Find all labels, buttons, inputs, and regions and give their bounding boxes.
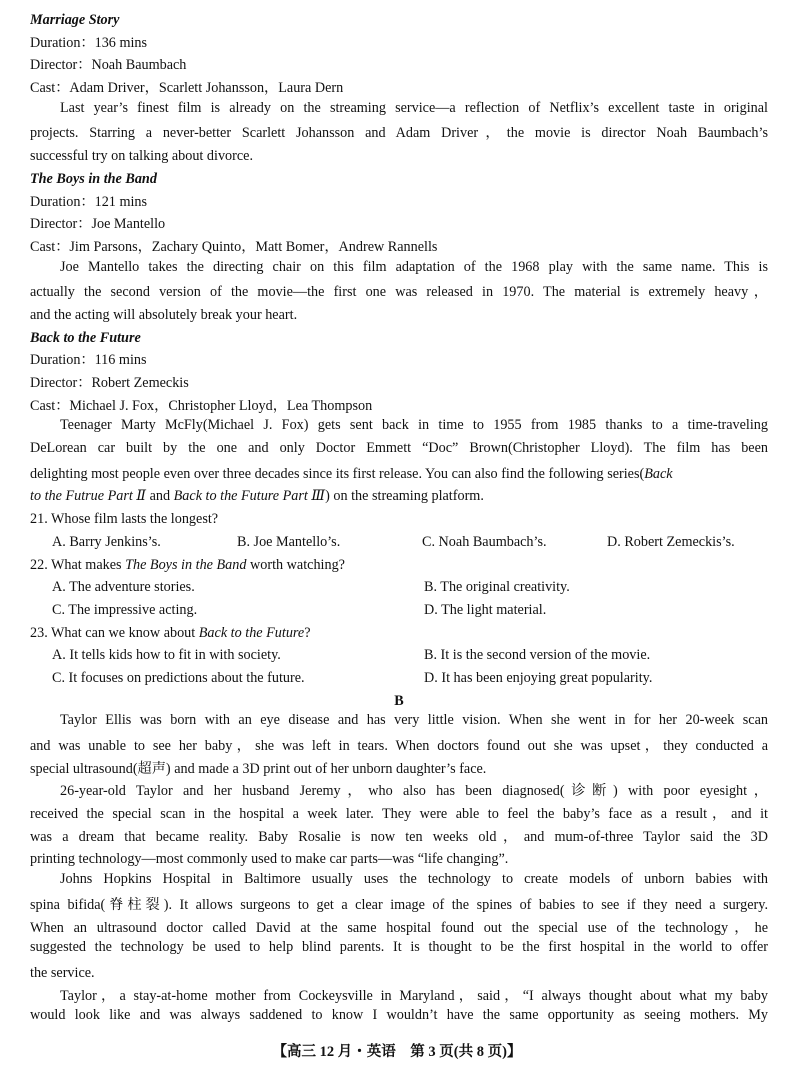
option-a: A. The adventure stories. xyxy=(52,579,195,596)
film-back-to-the-future xyxy=(30,327,768,509)
passage-paragraph xyxy=(30,780,768,871)
stem-text: 22. What makes xyxy=(30,556,126,573)
film-desc-line: and the acting will absolutely break your heart. xyxy=(30,306,298,323)
question-options xyxy=(30,599,768,622)
desc-italic: Back xyxy=(644,465,673,482)
option-d: D. It has been enjoying great popularity. xyxy=(424,669,653,686)
desc-text: delighting most people even over three decades since its first release. You can also find the following series( xyxy=(30,465,645,482)
question-21 xyxy=(30,508,768,553)
passage-line: 26-year-old Taylor and her husband Jeremy，who also has been diagnosed(诊断) with poor eyesight， xyxy=(60,783,768,800)
film-boys-in-the-band xyxy=(30,168,768,327)
passage-paragraph xyxy=(30,871,768,984)
stem-italic: Back to the Future xyxy=(198,624,305,641)
film-cast: Cast：Jim Parsons，Zachary Quinto，Matt Bomer，Andrew Rannells xyxy=(30,238,438,255)
passage-line: the service. xyxy=(30,964,95,981)
film-title: Marriage Story xyxy=(30,12,120,28)
passage-line: Taylor Ellis was born with an eye disease and has very little vision. When she went in for her 20-week scan xyxy=(60,712,768,729)
desc-text: and xyxy=(146,488,174,505)
option-a: A. It tells kids how to fit in with society. xyxy=(52,647,281,664)
page-content xyxy=(30,9,768,1030)
option-d: D. The light material. xyxy=(424,601,547,618)
desc-italic: Back to the Future Part Ⅲ xyxy=(173,488,326,505)
passage-line: spina bifida(脊柱裂). It allows surgeons to get a clear image of the spines of babies to see if they need a surgery. xyxy=(30,896,768,913)
film-cast: Cast：Michael J. Fox，Christopher Lloyd，Lea Thompson xyxy=(30,397,373,414)
film-title: The Boys in the Band xyxy=(30,170,157,187)
option-c: C. It focuses on predictions about the future. xyxy=(52,669,305,686)
film-duration: Duration：136 mins xyxy=(30,34,148,51)
film-duration: Duration：121 mins xyxy=(30,193,148,210)
option-c: C. The impressive acting. xyxy=(52,601,198,618)
option-b: B. The original creativity. xyxy=(424,579,570,596)
question-options xyxy=(30,576,768,599)
film-desc-line xyxy=(30,485,768,508)
passage-line: Taylor，a stay-at-home mother from Cockeysville in Maryland，said，“I always thought about what my baby xyxy=(60,987,768,1004)
passage-line: would look like and was always saddened to know I wouldn’t have the same opportunity as seeing mothers. My xyxy=(30,1007,768,1024)
film-director: Director：Joe Mantello xyxy=(30,216,166,233)
film-desc-line: projects. Starring a never-better Scarlett Johansson and Adam Driver，the movie is director Noah Baumbach’s xyxy=(30,125,768,142)
desc-italic: to the Futrue Part Ⅱ xyxy=(30,488,147,505)
film-cast: Cast：Adam Driver，Scarlett Johansson，Laura Dern xyxy=(30,80,344,97)
question-options xyxy=(30,644,768,667)
passage-line: Johns Hopkins Hospital in Baltimore usually uses the technology to create models of unborn babies with xyxy=(60,871,768,888)
question-stem xyxy=(30,622,768,645)
passage-line: was a dream that became reality. Baby Rosalie is now ten weeks old，and mum-of-three Taylor said the 3D xyxy=(30,828,768,845)
film-desc-line: actually the second version of the movie—the first one was released in 1970. The material is extremely heavy， xyxy=(30,284,768,301)
film-director: Director：Robert Zemeckis xyxy=(30,375,189,391)
film-title: Back to the Future xyxy=(30,329,141,346)
film-desc-line: DeLorean car built by the one and only Doctor Emmett “Doc” Brown(Christopher Lloyd). The film has been xyxy=(30,440,768,457)
passage-line: special ultrasound(超声) and made a 3D print out of her unborn daughter’s face. xyxy=(30,760,487,777)
film-marriage-story xyxy=(30,9,768,168)
page-footer: 【高三 12 月・英语 第 3 页(共 8 页)】 xyxy=(272,1044,522,1060)
stem-text: worth watching? xyxy=(246,556,345,573)
passage-line: When an ultrasound doctor called David at the same hospital found out the special use of the technology，he xyxy=(30,919,768,936)
desc-text: ) on the streaming platform. xyxy=(325,488,484,505)
stem-text: 23. What can we know about xyxy=(30,624,199,641)
stem-italic: The Boys in the Band xyxy=(125,556,247,573)
question-stem xyxy=(30,554,768,577)
option-d: D. Robert Zemeckis’s. xyxy=(607,533,735,550)
passage-line: and was unable to see her baby，she was left in tears. When doctors found out she was upset，they conducted a xyxy=(30,738,768,754)
option-b: B. It is the second version of the movie. xyxy=(424,647,651,664)
film-desc-line xyxy=(30,463,768,486)
question-22 xyxy=(30,554,768,622)
passage-line: printing technology—most commonly used to make car parts—was “life changing”. xyxy=(30,851,509,868)
passage-line: suggested the technology be used to help blind parents. It is thought to be the first hospital in the world to offer xyxy=(30,939,768,956)
passage-paragraph xyxy=(30,712,768,780)
question-options xyxy=(30,667,768,690)
film-duration: Duration：116 mins xyxy=(30,352,147,369)
passage-line: received the special scan in the hospital a week later. They were able to feel the baby’s face as a result，and it xyxy=(30,806,768,823)
film-desc-line: Joe Mantello takes the directing chair on this film adaptation of the 1968 play with the same name. This is xyxy=(60,258,768,275)
option-c: C. Noah Baumbach’s. xyxy=(422,533,547,550)
film-desc-line: successful try on talking about divorce. xyxy=(30,148,254,165)
question-stem: 21. Whose film lasts the longest? xyxy=(30,511,219,528)
option-b: B. Joe Mantello’s. xyxy=(237,533,341,550)
option-a: A. Barry Jenkins’s. xyxy=(52,533,161,550)
film-director: Director：Noah Baumbach xyxy=(30,57,187,74)
question-23 xyxy=(30,622,768,690)
section-heading: B xyxy=(394,692,404,709)
film-desc-line: Last year’s finest film is already on the streaming service—a reflection of Netflix’s excellent taste in original xyxy=(60,99,768,116)
question-options xyxy=(30,531,768,554)
film-desc-line: Teenager Marty McFly(Michael J. Fox) gets sent back in time to 1955 from 1985 thanks to a time-traveling xyxy=(60,417,768,434)
stem-text: ? xyxy=(304,624,311,641)
passage-paragraph xyxy=(30,985,768,1030)
